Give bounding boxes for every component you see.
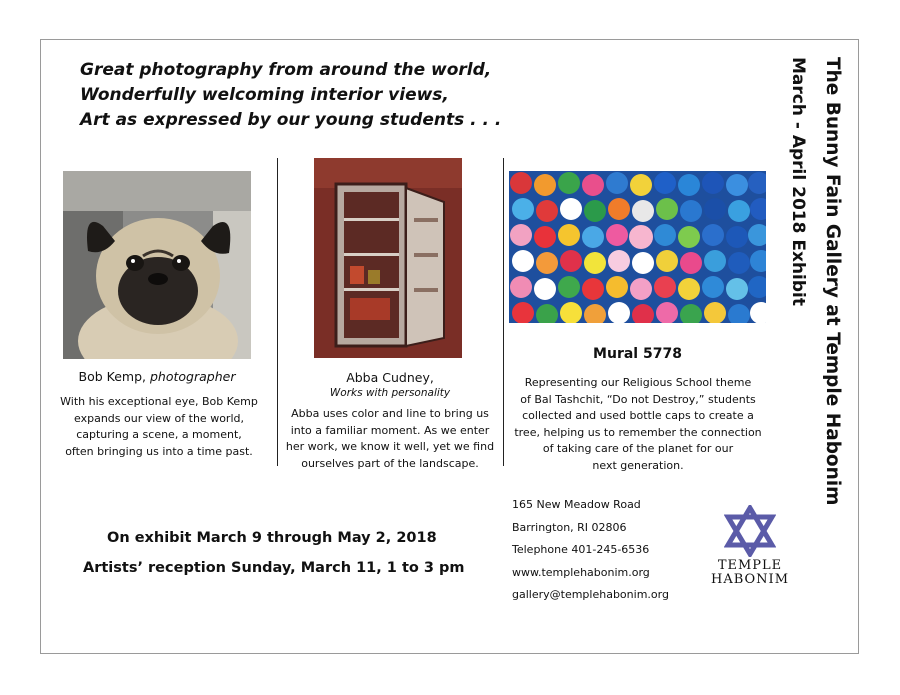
description-line: Abba uses color and line to bring us xyxy=(291,407,489,420)
tagline-line: Art as expressed by our young students . . . xyxy=(80,110,502,130)
logo-line-1: TEMPLE xyxy=(717,558,783,573)
artist-role: photographer xyxy=(149,369,236,384)
description-line: of Bal Tashchit, “Do not Destroy,” students xyxy=(520,392,756,406)
description-line: her work, we know it well, yet we find xyxy=(285,440,495,453)
phone: Telephone 401-245-6536 xyxy=(512,543,650,556)
column-divider xyxy=(503,158,504,466)
description-line: ourselves part of the landscape. xyxy=(301,456,479,470)
tagline-line: Wonderfully welcoming interior views, xyxy=(80,85,449,105)
artist-description xyxy=(48,394,270,460)
mural-description xyxy=(510,375,766,474)
artist-name xyxy=(63,369,251,384)
artist-description xyxy=(283,406,497,472)
artist-name: Abba Cudney, xyxy=(346,370,434,385)
exhibit-subtitle: March - April 2018 Exhibit xyxy=(788,57,808,306)
refrigerator-painting-icon xyxy=(314,158,462,358)
address-line: Barrington, RI 02806 xyxy=(512,520,627,534)
description-line: into a familiar moment. As we enter xyxy=(290,423,490,437)
description-line: With his exceptional eye, Bob Kemp xyxy=(60,395,258,408)
logo-line-2: HABONIM xyxy=(711,572,789,587)
exhibit-dates: On exhibit March 9 through May 2, 2018 xyxy=(107,530,437,546)
mural-title: Mural 5778 xyxy=(593,346,682,362)
email-link[interactable]: gallery@templehabonim.org xyxy=(512,588,669,601)
artist-name-text: Bob Kemp xyxy=(78,369,143,384)
description-line: next generation. xyxy=(592,458,684,472)
address-line: 165 New Meadow Road xyxy=(512,498,641,511)
tagline-line: Great photography from around the world, xyxy=(80,60,492,80)
temple-logo xyxy=(700,505,800,587)
star-of-david-icon xyxy=(724,505,776,557)
exhibit-reception: Artists’ reception Sunday, March 11, 1 to 3 pm xyxy=(83,560,465,576)
contact-info xyxy=(512,494,669,607)
description-line: collected and used bottle caps to create a xyxy=(522,409,754,422)
website-link[interactable]: www.templehabonim.org xyxy=(512,565,650,579)
column-divider xyxy=(277,158,278,466)
description-line: expands our view of the world, xyxy=(74,411,244,425)
pug-photo-icon xyxy=(63,171,251,359)
tagline xyxy=(80,58,501,133)
bottle-caps-mural-icon xyxy=(509,171,766,323)
description-line: of taking care of the planet for our xyxy=(542,442,734,455)
artist-name-comma: , xyxy=(142,369,150,384)
exhibit-info xyxy=(83,523,465,583)
description-line: tree, helping us to remember the connection xyxy=(514,425,762,439)
artist-role: Works with personality xyxy=(329,387,451,399)
description-line: often bringing us into a time past. xyxy=(65,444,253,458)
description-line: Representing our Religious School theme xyxy=(524,376,752,389)
description-line: capturing a scene, a moment, xyxy=(76,428,242,441)
gallery-title: The Bunny Fain Gallery at Temple Habonim xyxy=(822,57,843,506)
